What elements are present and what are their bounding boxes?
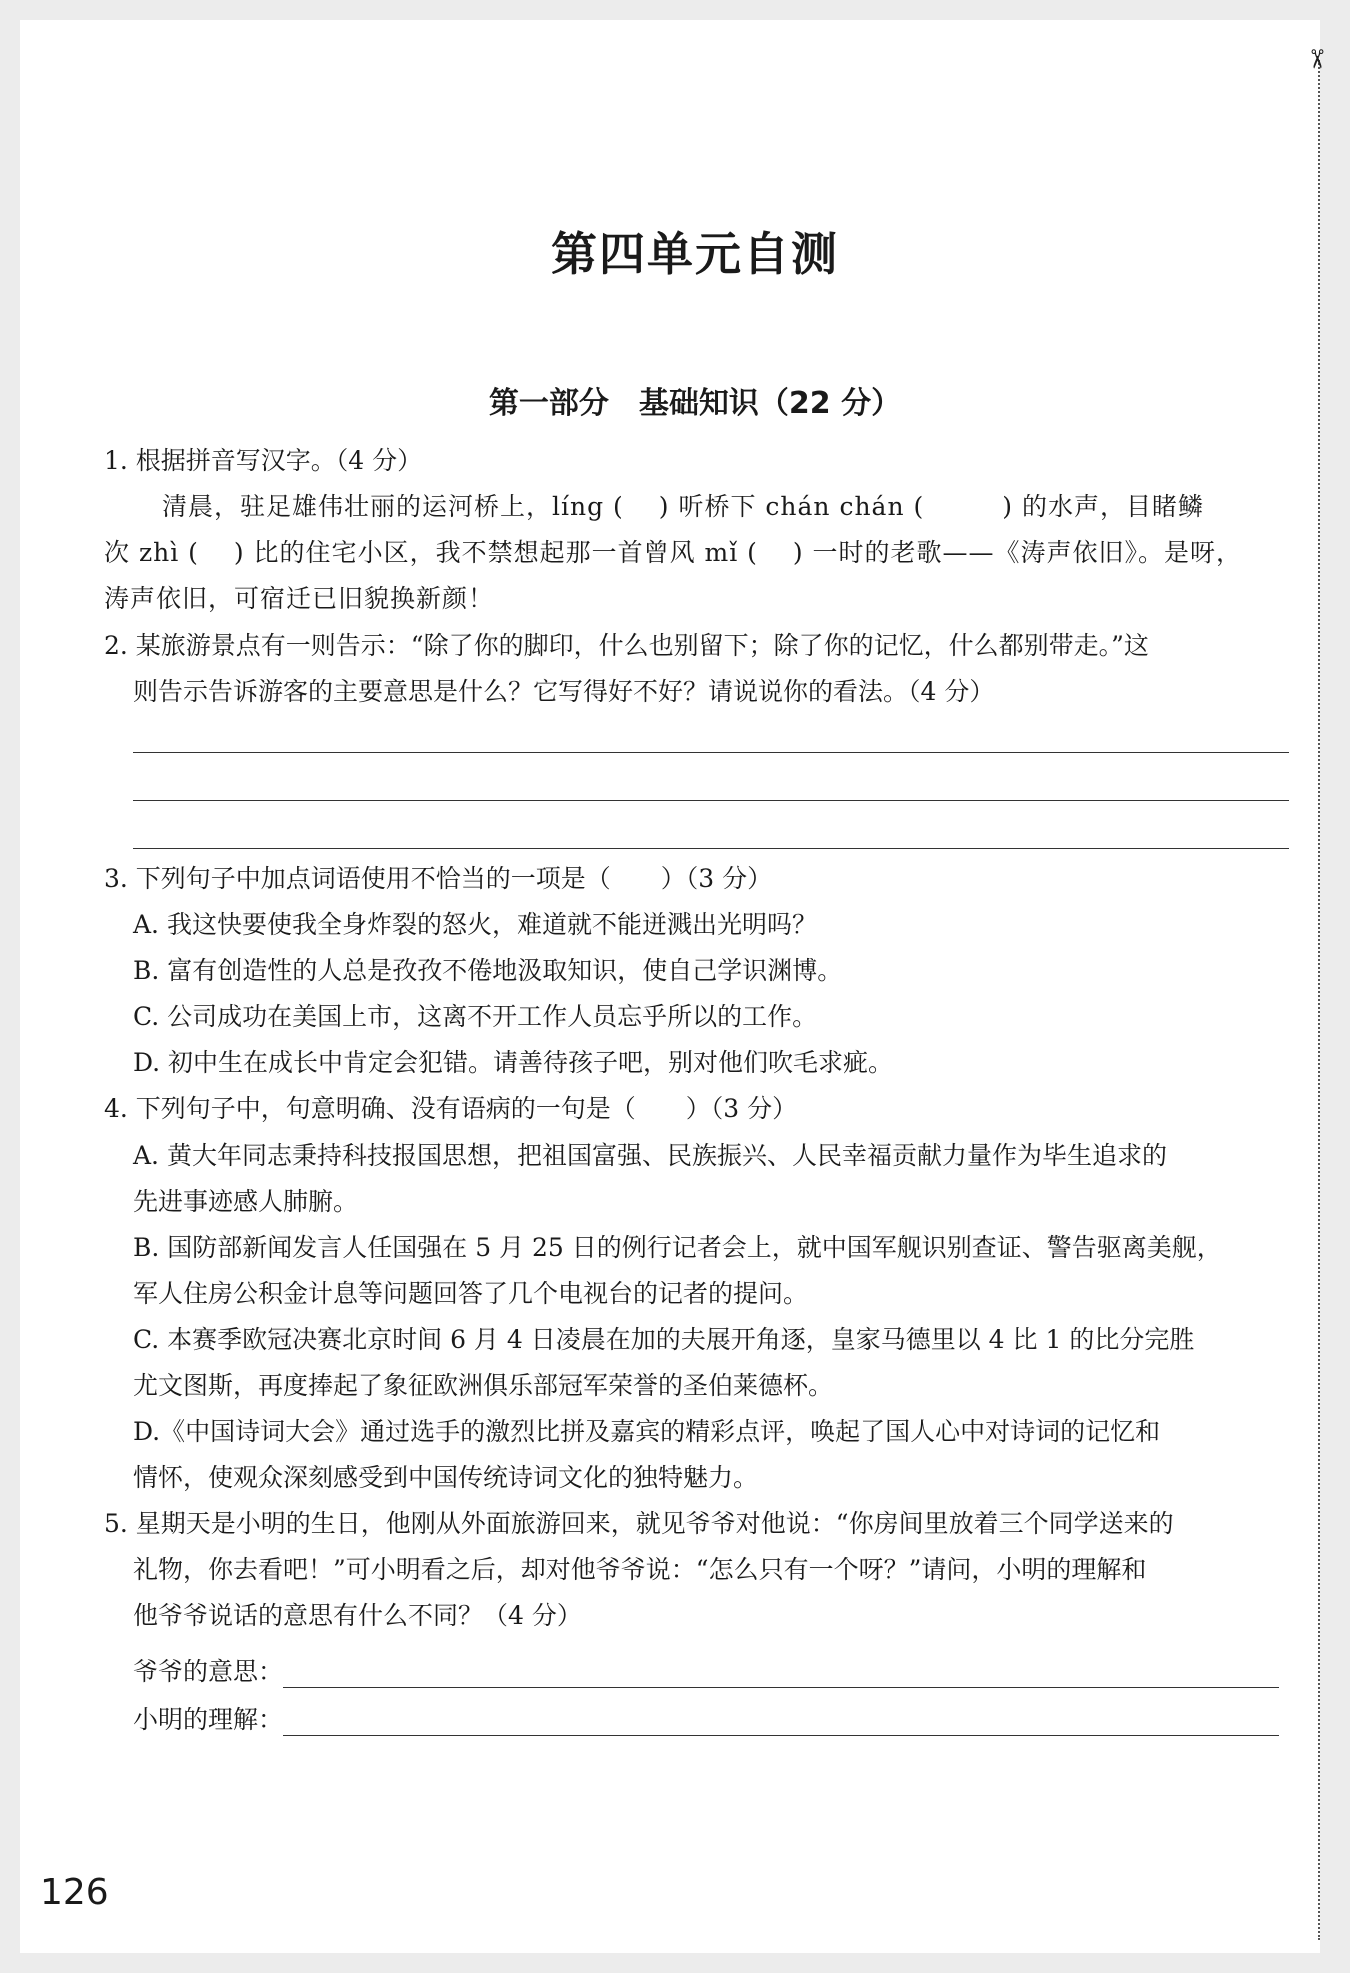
q1-line-3: 涛声依旧，可宿迁已旧貌换新颜！ (104, 584, 495, 613)
q1-line-2: 次 zhì ( ) 比的住宅小区，我不禁想起那一首曾风 mǐ ( ) 一时的老歌——《涛声依旧》。是呀， (104, 538, 1243, 567)
q4-option-a-line-1: A. 黄大年同志秉持科技报国思想，把祖国富强、民族振兴、人民幸福贡献力量作为毕生追求的 (133, 1141, 1167, 1170)
q2-line-2: 则告示告诉游客的主要意思是什么？它写得好不好？请说说你的看法。（4 分） (133, 677, 995, 706)
q4-option-b-line-2: 军人住房公积金计息等问题回答了几个电视台的记者的提问。 (133, 1279, 809, 1308)
xiaoming-understanding-answer-line[interactable] (283, 1709, 1279, 1736)
page-number: 126 (40, 1872, 109, 1913)
q2-answer-line-2[interactable] (133, 800, 1289, 801)
q4-option-b-line-1: B. 国防部新闻发言人任国强在 5 月 25 日的例行记者会上，就中国军舰识别查证、警告驱离美舰， (133, 1233, 1222, 1262)
q1-stem: 1. 根据拼音写汉字。（4 分） (104, 446, 423, 475)
q4-stem: 4. 下列句子中，句意明确、没有语病的一句是（ ）（3 分） (104, 1094, 798, 1123)
q2-line-1: 2. 某旅游景点有一则告示：“除了你的脚印，什么也别留下；除了你的记忆，什么都别带走。”这 (104, 631, 1149, 660)
xiaoming-understanding-label: 小明的理解： (133, 1705, 284, 1734)
q3-option-b: B. 富有创造性的人总是孜孜不倦地汲取知识，使自己学识渊博。 (133, 956, 843, 985)
grandpa-meaning-row (133, 1652, 1289, 1688)
q5-line-2: 礼物，你去看吧！”可小明看之后，却对他爷爷说：“怎么只有一个呀？”请问，小明的理解和 (133, 1555, 1147, 1584)
q2-answer-line-3[interactable] (133, 848, 1289, 849)
cut-line (1318, 60, 1320, 1940)
q4-option-c-line-2: 尤文图斯，再度捧起了象征欧洲俱乐部冠军荣誉的圣伯莱德杯。 (133, 1371, 834, 1400)
scissors-icon: ✂ (1300, 48, 1331, 70)
q5-line-3: 他爷爷说话的意思有什么不同？（4 分） (133, 1601, 582, 1630)
q1-line-1: 清晨，驻足雄伟壮丽的运河桥上，líng ( ) 听桥下 chán chán ( ) 的水声，目睹鳞 (162, 492, 1204, 521)
q3-stem: 3. 下列句子中加点词语使用不恰当的一项是（ ）（3 分） (104, 864, 773, 893)
grandpa-meaning-label: 爷爷的意思： (133, 1657, 284, 1686)
q4-option-d-line-2: 情怀，使观众深刻感受到中国传统诗词文化的独特魅力。 (133, 1463, 759, 1492)
q3-option-c: C. 公司成功在美国上市，这离不开工作人员忘乎所以的工作。 (133, 1002, 818, 1031)
q3-option-a: A. 我这快要使我全身炸裂的怒火，难道就不能迸溅出光明吗？ (133, 910, 817, 939)
q5-line-1: 5. 星期天是小明的生日，他刚从外面旅游回来，就见爷爷对他说：“你房间里放着三个同学送来的 (104, 1509, 1174, 1538)
q4-option-c-line-1: C. 本赛季欧冠决赛北京时间 6 月 4 日凌晨在加的夫展开角逐，皇家马德里以 4 比 1 的比分完胜 (133, 1325, 1195, 1354)
q4-option-d-line-1: D.《中国诗词大会》通过选手的激烈比拼及嘉宾的精彩点评，唤起了国人心中对诗词的记忆和 (133, 1417, 1161, 1446)
grandpa-meaning-answer-line[interactable] (283, 1661, 1279, 1688)
page-title: 第四单元自测 (551, 227, 839, 281)
xiaoming-understanding-row (133, 1700, 1289, 1736)
section-heading: 第一部分 基础知识（22 分） (488, 386, 902, 421)
q4-option-a-line-2: 先进事迹感人肺腑。 (133, 1187, 359, 1216)
q2-answer-line-1[interactable] (133, 752, 1289, 753)
q3-option-d: D. 初中生在成长中肯定会犯错。请善待孩子吧，别对他们吹毛求疵。 (133, 1048, 894, 1077)
